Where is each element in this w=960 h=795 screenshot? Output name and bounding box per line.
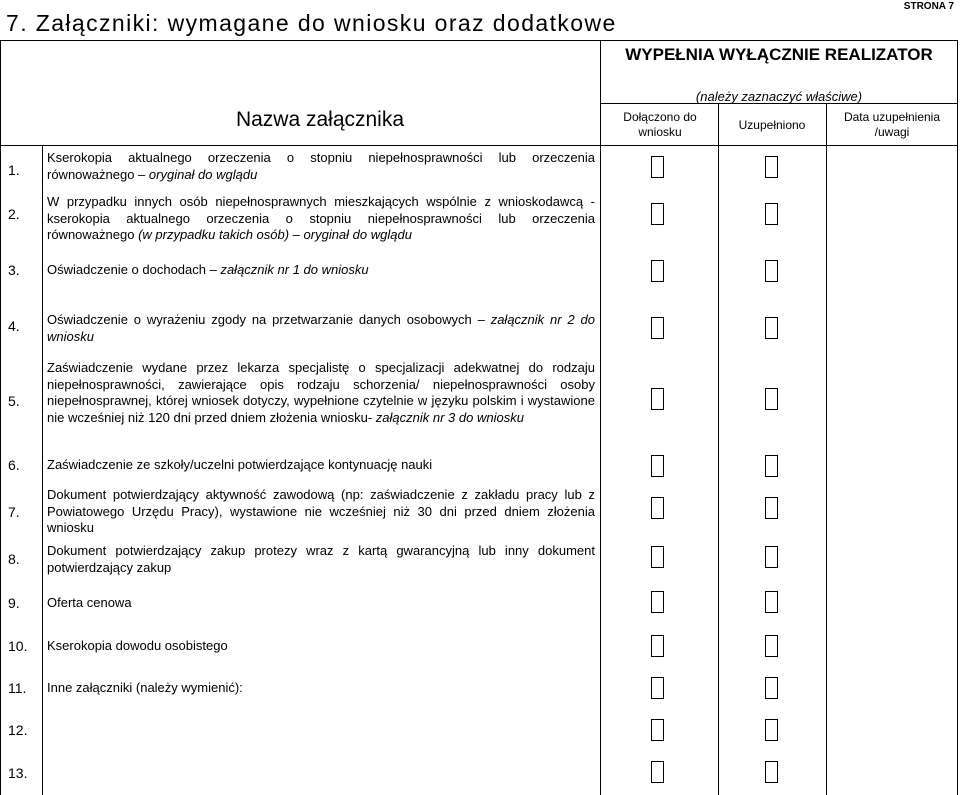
attachment-name [47, 150, 595, 183]
attachment-name-part: Zaświadczenie wydane przez lekarza specjalistę o specjalizacji adekwatnej do rodzaju niepełnosprawności, zawierające opis rodzaju schorzenia/ niepełnosprawności osoby niepełnosprawnej, której wniosek dotyczy, wypełnione czytelnie w języku polskim i wystawione nie wcześniej niż 120 dni przed dniem złożenia wniosku- [47, 360, 595, 425]
checkbox-supplemented[interactable] [765, 455, 778, 477]
attachment-name [47, 457, 595, 474]
checkbox-supplemented[interactable] [765, 388, 778, 410]
attachment-name-part: Oświadczenie o dochodach – [47, 262, 221, 277]
attachment-name [47, 595, 595, 612]
attachment-name-part: załącznik nr 1 do wniosku [220, 262, 369, 277]
row-number: 8. [8, 551, 20, 567]
row-number: 2. [8, 206, 20, 222]
divider [600, 40, 601, 795]
row-number: 1. [8, 162, 20, 178]
divider [826, 103, 827, 795]
attachment-name [47, 360, 595, 426]
checkbox-attached[interactable] [651, 546, 664, 568]
checkbox-attached[interactable] [651, 203, 664, 225]
checkbox-supplemented[interactable] [765, 761, 778, 783]
checkbox-supplemented[interactable] [765, 203, 778, 225]
checkbox-supplemented[interactable] [765, 156, 778, 178]
divider [718, 103, 719, 795]
column-header-attached: Dołączono do wniosku [623, 110, 697, 139]
checkbox-supplemented[interactable] [765, 546, 778, 568]
checkbox-attached[interactable] [651, 677, 664, 699]
row-number: 9. [8, 595, 20, 611]
attachment-name [47, 487, 595, 537]
attachment-name [47, 262, 595, 279]
row-number: 3. [8, 262, 20, 278]
realizator-title: WYPEŁNIA WYŁĄCZNIE REALIZATOR [625, 45, 933, 64]
row-number: 7. [8, 504, 20, 520]
attachment-name-part: Dokument potwierdzający zakup protezy wraz z kartą gwarancyjną lub inny dokument potwierdzający zakup [47, 543, 595, 575]
attachment-name-part: załącznik nr 3 do wniosku [375, 409, 524, 425]
row-number: 12. [8, 722, 28, 738]
divider [42, 145, 43, 795]
row-number: 13. [8, 765, 28, 781]
realizator-note: (należy zaznaczyć właściwe) [695, 89, 863, 104]
checkbox-supplemented[interactable] [765, 260, 778, 282]
checkbox-supplemented[interactable] [765, 635, 778, 657]
checkbox-supplemented[interactable] [765, 719, 778, 741]
row-number: 10. [8, 638, 28, 654]
checkbox-attached[interactable] [651, 497, 664, 519]
checkbox-attached[interactable] [651, 761, 664, 783]
attachment-name [47, 194, 595, 244]
checkbox-attached[interactable] [651, 317, 664, 339]
attachment-name-part: Dokument potwierdzający aktywność zawodową (np: zaświadczenie z zakładu pracy lub z Powiatowego Urzędu Pracy), wystawione nie wcześniej niż 30 dni przed dniem złożenia wniosku [47, 487, 595, 535]
attachment-name [47, 543, 595, 576]
row-number: 11. [8, 680, 27, 696]
checkbox-attached[interactable] [651, 388, 664, 410]
attachment-name-part: Zaświadczenie ze szkoły/uczelni potwierdzające kontynuację nauki [47, 457, 433, 472]
attachment-name [47, 638, 595, 655]
attachment-name [47, 312, 595, 345]
column-header-supplemented: Uzupełniono [738, 118, 806, 132]
checkbox-supplemented[interactable] [765, 677, 778, 699]
row-number: 4. [8, 318, 20, 334]
attachment-name-part: W przypadku innych osób niepełnosprawnych mieszkających wspólnie z wnioskodawcą - kserokopia aktualnego orzeczenia o stopniu niepełnosprawności lub orzeczenia równoważnego [47, 194, 595, 242]
attachment-name-part: oryginał do wglądu [148, 166, 258, 182]
attachment-name [47, 680, 595, 697]
row-number: 6. [8, 457, 20, 473]
attachment-name-part: Inne załączniki (należy wymienić): [47, 680, 243, 695]
checkbox-supplemented[interactable] [765, 317, 778, 339]
checkbox-attached[interactable] [651, 591, 664, 613]
checkbox-attached[interactable] [651, 455, 664, 477]
attachment-name-part: załącznik nr 2 do wniosku [47, 312, 596, 344]
attachment-name-part: Oferta cenowa [47, 595, 132, 610]
checkbox-supplemented[interactable] [765, 497, 778, 519]
attachment-name-part: Kserokopia aktualnego orzeczenia o stopniu niepełnosprawności lub orzeczenia równoważnego – [47, 150, 595, 182]
divider [0, 145, 958, 146]
attachment-name-part: Oświadczenie o wyrażeniu zgody na przetwarzanie danych osobowych – [47, 312, 491, 327]
checkbox-attached[interactable] [651, 635, 664, 657]
checkbox-attached[interactable] [651, 260, 664, 282]
checkbox-attached[interactable] [651, 156, 664, 178]
row-number: 5. [8, 393, 20, 409]
attachment-name-part: Kserokopia dowodu osobistego [47, 638, 228, 653]
column-header-date: Data uzupełnienia /uwagi [843, 110, 941, 139]
column-header-name: Nazwa załącznika [235, 108, 405, 131]
section-title: 7. Załączniki: wymagane do wniosku oraz dodatkowe [6, 10, 617, 36]
attachment-name-part: (w przypadku takich osób) – oryginał do wglądu [138, 227, 412, 242]
checkbox-attached[interactable] [651, 719, 664, 741]
page-number: STRONA 7 [903, 1, 954, 12]
checkbox-supplemented[interactable] [765, 591, 778, 613]
